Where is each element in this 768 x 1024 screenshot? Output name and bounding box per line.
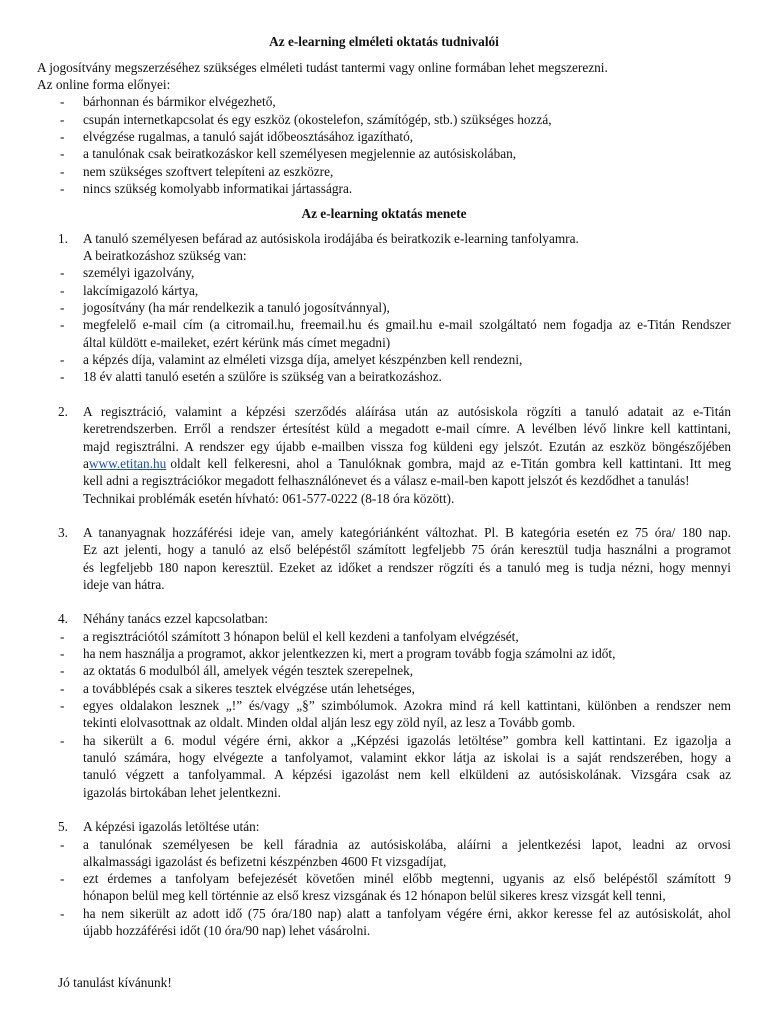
bullet-dash: - — [60, 181, 65, 196]
step-text: oldalt kell felkeresni, ahol a Tanulóknak gombra, majd az e-Titán gombra kell kattintani. Itt meg — [170, 456, 731, 471]
bullet-dash: - — [60, 906, 65, 921]
list-item-continued: hónapon belül meg kell történnie az első kresz vizsgának és 12 hónapon belül sikeres kresz vizsgát kell tenni, — [83, 888, 666, 903]
list-item: lakcímigazoló kártya, — [83, 283, 199, 298]
list-item: személyi igazolvány, — [83, 265, 195, 280]
step-number: 2. — [58, 404, 68, 419]
section-title: Az e-learning oktatás menete — [301, 206, 467, 221]
list-item: a képzés díja, valamint az elméleti vizsga díja, amelyet készpénzben kell rendezni, — [83, 352, 523, 367]
step-text: A tananyagnak hozzáférési ideje van, amely kategóriánként változhat. Pl. B kategória esetén ez 75 óra/ 180 nap. — [83, 525, 731, 540]
list-item: a továbblépés csak a sikeres tesztek elvégzése után lehetséges, — [83, 681, 415, 696]
list-item: egyes oldalakon lesznek „!” és/vagy „§” szimbólumok. Azokra mind rá kell kattintani, különben a rendszer nem — [83, 698, 731, 713]
list-item: az oktatás 6 modulból áll, amelyek végén tesztek szerepelnek, — [83, 663, 414, 678]
step-text: Néhány tanács ezzel kapcsolatban: — [83, 611, 268, 626]
bullet-dash: - — [60, 129, 65, 144]
bullet-dash: - — [60, 283, 65, 298]
list-item: a regisztrációtól számított 3 hónapon belül el kell kezdeni a tanfolyam elvégzését, — [83, 629, 519, 644]
bullet-dash: - — [60, 317, 65, 332]
list-item: a tanulónak csak beiratkozáskor kell személyesen megjelennie az autósiskolában, — [83, 146, 517, 161]
list-item: a tanulónak személyesen be kell fáradnia az autósiskolába, aláírni a jelentkezési lapot, leadni az orvosi — [83, 837, 731, 852]
bullet-dash: - — [60, 698, 65, 713]
list-item-continued: által küldött e-maileket, ezért kérünk más címet megadni) — [83, 335, 391, 350]
bullet-dash: - — [60, 146, 65, 161]
list-item: megfelelő e-mail cím (a citromail.hu, freemail.hu és gmail.hu e-mail szolgáltató nem fogadja az e-Titán Rendszer — [83, 317, 731, 332]
bullet-dash: - — [60, 871, 65, 886]
step-text: A beiratkozáshoz szükség van: — [83, 248, 247, 263]
bullet-dash: - — [60, 733, 65, 748]
list-item-continued: tekinti elolvasottnak az oldalt. Minden oldal alján lesz egy zöld nyíl, az lesz a Tovább gomb. — [83, 715, 576, 730]
list-item: csupán internetkapcsolat és egy eszköz (okostelefon, számítógép, stb.) szükséges hozzá, — [83, 112, 552, 127]
bullet-dash: - — [60, 265, 65, 280]
step-text: ideje van hátra. — [83, 577, 165, 592]
list-item-continued: tanuló végzett a tanfolyammal. A képzési igazolást nem kell elküldeni az autósiskolának. Vizsgára csak az — [83, 767, 731, 782]
list-item: ha nem használja a programot, akkor jelentkezzen ki, mert a program tovább fogja számolni az időt, — [83, 646, 616, 661]
bullet-dash: - — [60, 663, 65, 678]
list-item-continued: alkalmassági igazolást és befizetni készpénzben 4600 Ft vizsgadíjat, — [83, 854, 447, 869]
step-number: 3. — [58, 525, 68, 540]
step-number: 1. — [58, 231, 68, 246]
step-text: A regisztráció, valamint a képzési szerződés aláírása után az autósiskola rögzíti a tanuló adatait az e-Titán — [83, 404, 731, 419]
step-text: Technikai problémák esetén hívható: 061-577-0222 (8-18 óra között). — [83, 491, 455, 506]
step-text: a — [83, 456, 89, 471]
list-item: 18 év alatti tanuló esetén a szülőre is szükség van a beiratkozáshoz. — [83, 369, 442, 384]
list-item-continued: tanuló számára, hogy elvégezte a tanfolyamot, valamint ekkor látja az iskolai is a saját rendszerében, hogy a — [83, 750, 731, 765]
bullet-dash: - — [60, 164, 65, 179]
bullet-dash: - — [60, 300, 65, 315]
bullet-dash: - — [60, 369, 65, 384]
list-item: jogosítvány (ha már rendelkezik a tanuló jogosítvánnyal), — [83, 300, 390, 315]
step-text: majd regisztrálni. A rendszer egy újabb e-mailben vissza fog küldeni egy jelszót. Ezután az eszköz böngészőjében — [83, 439, 731, 454]
step-number: 5. — [58, 819, 68, 834]
step-text-with-link — [83, 455, 731, 472]
bullet-dash: - — [60, 681, 65, 696]
step-text: A képzési igazolás letöltése után: — [83, 819, 260, 834]
advantages-heading: Az online forma előnyei: — [37, 77, 171, 92]
bullet-dash: - — [60, 352, 65, 367]
list-item: nincs szükség komolyabb informatikai jártasságra. — [83, 181, 353, 196]
bullet-dash: - — [60, 112, 65, 127]
step-text: A tanuló személyesen befárad az autósiskola irodájába és beiratkozik e-learning tanfolyamra. — [83, 231, 579, 246]
list-item: ezt érdemes a tanfolyam befejezését követően minél előbb megtenni, ugyanis az első belépéstől számított 9 — [83, 871, 731, 886]
list-item-continued: igazolás birtokában lehet jelentkezni. — [83, 785, 281, 800]
step-number: 4. — [58, 611, 68, 626]
bullet-dash: - — [60, 94, 65, 109]
list-item: nem szükséges szoftvert telepíteni az eszközre, — [83, 164, 334, 179]
list-item: elvégzése rugalmas, a tanuló saját időbeosztásához igazítható, — [83, 129, 414, 144]
step-text: Ez azt jelenti, hogy a tanuló az első belépéstől számított legfeljebb 75 órán keresztül tudja használni a programot — [83, 542, 731, 557]
closing-line: Jó tanulást kívánunk! — [58, 975, 172, 990]
etitan-link[interactable]: www.etitan.hu — [88, 456, 167, 471]
document-title: Az e-learning elméleti oktatás tudnivalói — [269, 34, 499, 49]
list-item: ha sikerült a 6. modul végére érni, akkor a „Képzési igazolás letöltése” gombra kell kattintani. Ez igazolja a — [83, 733, 731, 748]
intro-sentence: A jogosítvány megszerzéséhez szükséges elméleti tudást tantermi vagy online formában lehet megszerezni. — [37, 60, 608, 75]
bullet-dash: - — [60, 646, 65, 661]
step-text: keretrendszerben. Erről a rendszer értesítést küld a megadott e-mail címre. A levélben lévő linkre kell kattintani, — [83, 421, 731, 436]
list-item: ha nem sikerült az adott idő (75 óra/180 nap) alatt a tanfolyam végére érni, akkor keresse fel az autósiskolát, ahol — [83, 906, 731, 921]
bullet-dash: - — [60, 837, 65, 852]
bullet-dash: - — [60, 629, 65, 644]
list-item-continued: újabb hozzáférési időt (10 óra/90 nap) lehet vásárolni. — [83, 923, 371, 938]
list-item: bárhonnan és bármikor elvégezhető, — [83, 94, 276, 109]
step-text: kell adni a regisztrációkor megadott felhasználónevet és a válasz e-mail-ben kapott jelszót és kezdődhet a tanulás! — [83, 473, 690, 488]
step-text: és legfeljebb 180 napon keresztül. Ezeket az időket a rendszer rögzíti és a tanuló meg is tudja nézni, hogy mennyi — [83, 560, 731, 575]
